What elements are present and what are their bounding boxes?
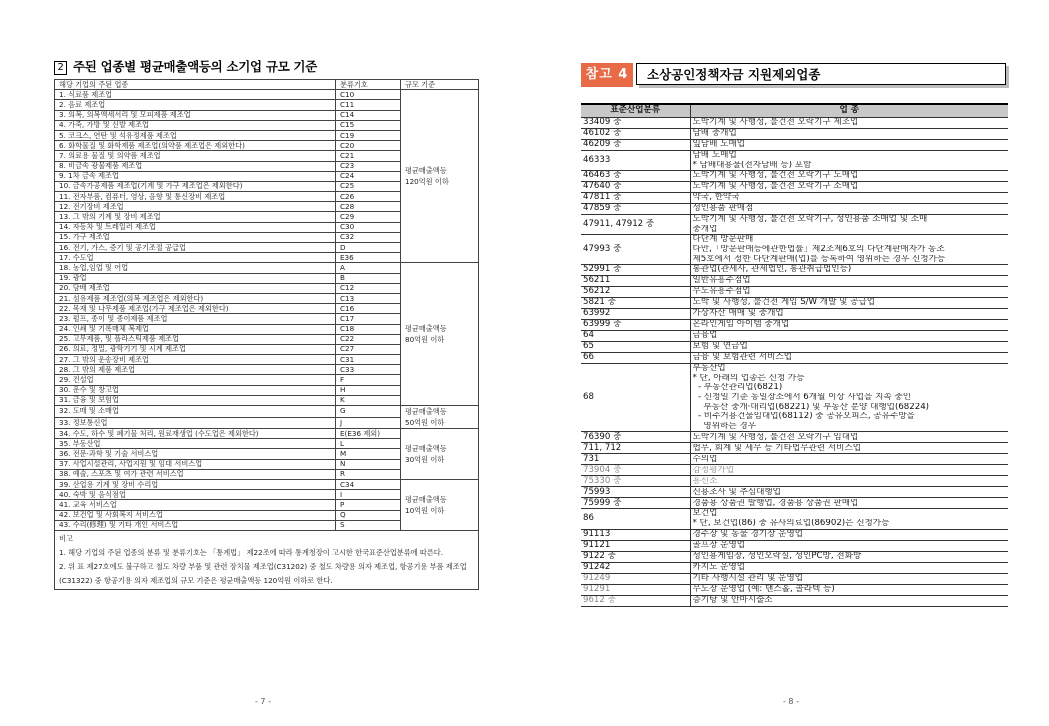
industry-code: 47993 중 [581,235,690,265]
description-line: * 단, 아래의 업종은 신청 가능 [692,373,805,383]
industry-code: 47911, 47912 중 [581,215,690,235]
industry-cell: 8. 비금속 광물제품 제조업 [55,161,336,171]
industry-description [690,140,1008,151]
industry-description [690,215,1008,235]
industry-description [690,476,1008,487]
description-line: 온라인게임 아이템 중개업 [692,320,790,330]
description-line: 성인용품 판매점 [692,204,754,214]
description-line: - 신청일 기준 동일장소에서 6개월 이상 사업을 지속 중인 [692,392,912,402]
industry-description [690,265,1008,276]
code-cell: C29 [336,212,401,222]
industry-code: 47811 중 [581,193,690,204]
size-standard-line: 평균매출액등 [405,166,447,176]
code-cell: C10 [336,90,401,100]
industry-code: 75330 중 [581,476,690,487]
description-line: 부동산 중개·대리업(68221) 및 부동산 분양 대행업(68224) [692,402,930,412]
industry-code: 5821 중 [581,298,690,309]
industry-code: 76390 중 [581,432,690,443]
description-line: 약국, 한약국 [692,193,740,203]
industry-cell: 25. 고무제품, 및 플라스틱제품 제조업 [55,334,336,344]
code-cell: J [336,417,401,429]
industry-cell: 20. 담배 제조업 [55,283,336,293]
industry-description [690,235,1008,265]
industry-description [690,584,1008,595]
industry-cell: 7. 의료용 물질 및 의약품 제조업 [55,151,336,161]
industry-description [690,342,1008,353]
table-row [581,487,1008,498]
description-line: 보험 및 연금업 [692,342,748,352]
industry-cell: 18. 농업,임업 및 어업 [55,263,336,273]
code-cell: C31 [336,355,401,365]
industry-cell: 41. 교육 서비스업 [55,500,336,510]
excluded-industries-table [581,103,1008,607]
reference-badge: 참고 4 [581,63,633,87]
code-cell: C23 [336,161,401,171]
industry-code: 68 [581,364,690,432]
description-line: * 단, 보건업(86) 중 유사의료업(86902)은 신청가능 [692,518,890,528]
note-item: 2. 위 표 제27호에도 불구하고 철도 차량 부품 및 관련 장치물 제조업(C31202) 중 철도 차량용 의자 제조업, 항공기용 부품 제조업(C31322) 중 항공기용 의자 제조업의 규모 기준은 평균매출액등 120억원 이하로 한다. [59,561,467,585]
table-row [581,151,1008,171]
table-row [55,429,479,439]
table-row [55,90,479,100]
industry-code: 52991 중 [581,265,690,276]
industry-cell: 6. 화학물질 및 화학제품 제조업(의약품 제조업은 제외한다) [55,141,336,151]
table-row [581,118,1008,129]
industry-code: 63992 [581,309,690,320]
table-row [581,573,1008,584]
table-row [581,276,1008,287]
description-line: 도박기계 및 사행성, 불건전 오락기구 임대업 [692,432,859,442]
industry-cell: 30. 운수 및 창고업 [55,385,336,395]
description-line: 통관업(관세사, 관세법인, 통관취급법인등) [692,265,852,275]
description-line: 잎담배 도매업 [692,140,746,150]
code-cell: P [336,500,401,510]
description-line: 담배 중개업 [692,129,737,139]
description-line: * 담배대용물(전자담배 등) 포함 [692,160,812,170]
table-row [581,182,1008,193]
industry-code: 91249 [581,573,690,584]
industry-description [690,193,1008,204]
industry-cell: 9. 1차 금속 제조업 [55,171,336,181]
code-cell: G [336,406,401,418]
description-line: 흥신소 [692,476,718,486]
description-line: 영위하는 경우 [692,421,756,431]
code-cell: C11 [336,100,401,110]
industry-code: 73904 중 [581,465,690,476]
code-cell: H [336,385,401,395]
industry-description [690,118,1008,129]
description-line: 부동산업 [692,364,726,374]
industry-description [690,364,1008,432]
industry-description [690,595,1008,606]
industry-cell: 42. 보건업 및 사회복지 서비스업 [55,510,336,520]
industry-code: 711, 712 [581,443,690,454]
size-standard-line: 120억원 이하 [405,177,449,187]
industry-cell: 38. 예술, 스포츠 및 여가 관련 서비스업 [55,469,336,479]
description-line: 무도유흥주점업 [692,287,751,297]
table-row [581,287,1008,298]
size-standard-line: 80억원 이하 [405,335,445,345]
description-line: 수의업 [692,454,718,464]
code-cell: A [336,263,401,273]
industry-cell: 40. 숙박 및 음식점업 [55,490,336,500]
notes-label: 비고 [59,533,73,543]
table-row [581,265,1008,276]
code-cell: C30 [336,222,401,232]
description-line: 카지노 운영업 [692,562,746,572]
table-row [581,498,1008,509]
industry-description [690,454,1008,465]
description-line: 제5호에서 정한 다단계판매(업)를 등록하여 영위하는 경우 신청가능 [692,254,946,264]
industry-description [690,353,1008,364]
industry-description [690,573,1008,584]
code-cell: C17 [336,314,401,324]
industry-description [690,204,1008,215]
industry-code: 86 [581,509,690,529]
column-header: 분류기호 [336,80,401,90]
code-cell: C19 [336,130,401,140]
industry-description [690,129,1008,140]
size-standard-cell [401,90,479,263]
table-row [581,140,1008,151]
code-cell: R [336,469,401,479]
description-line: 경품용 상품권 발행업, 경품용 상품권 판매업 [692,498,859,508]
table-row [581,320,1008,331]
page-number: - 8 - [783,697,799,706]
industry-code: 9612 중 [581,595,690,606]
code-cell: N [336,459,401,469]
size-standard-table [54,79,479,590]
code-cell: C32 [336,232,401,242]
description-line: 금융업 [692,331,718,341]
code-cell: C18 [336,324,401,334]
industry-cell: 35. 부동산업 [55,439,336,449]
code-cell: M [336,449,401,459]
description-line: 도박기계 및 사행성, 불건전 오락기구 도매업 [692,171,859,181]
industry-cell: 19. 광업 [55,273,336,283]
industry-code: 91242 [581,562,690,573]
table-header-row [55,80,479,90]
code-cell: C12 [336,283,401,293]
code-cell: C21 [336,151,401,161]
table-header-row [581,104,1008,118]
table-row [581,171,1008,182]
industry-code: 56211 [581,276,690,287]
code-cell: C33 [336,365,401,375]
code-cell: C28 [336,202,401,212]
code-cell: S [336,520,401,530]
table-row [55,263,479,273]
notes-cell [55,530,479,589]
industry-description [690,276,1008,287]
column-header: 규모 기준 [401,80,479,90]
reference-title: 소상공인정책자금 지원제외업종 [636,63,1006,85]
industry-code: 91121 [581,540,690,551]
industry-cell: 15. 가구 제조업 [55,232,336,242]
industry-description [690,151,1008,171]
industry-code: 63999 중 [581,320,690,331]
industry-code: 731 [581,454,690,465]
description-line: 도박기계 및 사행성, 불건전 오락기구, 성인용품 소매업 및 소매 [692,215,928,225]
description-line: 감정평가업 [692,465,735,475]
size-standard-line: 평균매출액등 [405,443,447,453]
industry-cell: 33. 정보통신업 [55,417,336,429]
table-row [581,432,1008,443]
industry-description [690,331,1008,342]
table-row [581,353,1008,364]
industry-description [690,509,1008,529]
industry-cell: 10. 금속가공제품 제조업(기계 및 가구 제조업은 제외한다) [55,181,336,191]
industry-description [690,320,1008,331]
note-item: 1. 해당 기업의 주된 업종의 분류 및 분류기호는 「통계법」 제22조에 따라 통계청장이 고시한 한국표준산업분류에 따른다. [59,547,444,557]
code-cell: C22 [336,334,401,344]
industry-description [690,551,1008,562]
industry-cell: 22. 목재 및 나무제품 제조업(가구 제조업은 제외한다) [55,304,336,314]
description-line: 신용조사 및 추심대행업 [692,487,781,497]
table-row [581,595,1008,606]
size-standard-line: 평균매출액등 [405,494,447,504]
industry-description [690,287,1008,298]
table-row [581,562,1008,573]
industry-cell: 29. 건설업 [55,375,336,385]
table-row [581,529,1008,540]
description-line: 담배 도매업 [692,151,737,160]
industry-cell: 32. 도매 및 소매업 [55,406,336,418]
industry-cell: 27. 그 밖의 운송장비 제조업 [55,355,336,365]
industry-cell: 23. 펄프, 종이 및 종이제품 제조업 [55,314,336,324]
industry-cell: 43. 수리(修理) 및 기타 개인 서비스업 [55,520,336,530]
industry-cell: 24. 인쇄 및 기록매체 복제업 [55,324,336,334]
industry-cell: 21. 섬유제품 제조업(의복 제조업은 제외한다) [55,293,336,303]
industry-cell: 12. 전기장비 제조업 [55,202,336,212]
description-line: - 비주거용건물임대업(68112) 중 공유오피스, 공유주방을 [692,412,915,422]
code-cell: C16 [336,304,401,314]
description-line: 가상자산 매매 및 중개업 [692,309,784,319]
table-row [581,215,1008,235]
size-standard-line: 50억원 이하 [405,418,445,427]
industry-code: 46102 중 [581,129,690,140]
industry-cell: 14. 자동차 및 트레일러 제조업 [55,222,336,232]
industry-cell: 5. 코크스, 연탄 및 석유정제품 제조업 [55,130,336,140]
description-line: 무도장 운영업 (예: 댄스홀, 콜라텍 등) [692,584,835,594]
industry-description [690,309,1008,320]
industry-cell: 4. 가죽, 가방 및 신발 제조업 [55,120,336,130]
description-line: 법무, 회계 및 세무 등 기타법무관련 서비스업 [692,443,862,453]
size-standard-line: 10억원 이하 [405,505,445,515]
code-cell: C14 [336,110,401,120]
table-row [581,342,1008,353]
code-cell: C27 [336,344,401,354]
code-cell: K [336,395,401,405]
table-row [581,309,1008,320]
code-cell: B [336,273,401,283]
industry-cell: 26. 의료, 정밀, 광학기기 및 시계 제조업 [55,344,336,354]
industry-code: 46333 [581,151,690,171]
industry-description [690,487,1008,498]
industry-code: 91113 [581,529,690,540]
industry-code: 91291 [581,584,690,595]
description-line: 일반유흥주점업 [692,276,751,286]
code-cell: E(E36 제외) [336,429,401,439]
table-row [581,509,1008,529]
table-row [581,476,1008,487]
column-header: 업 종 [690,104,1008,118]
industry-cell: 16. 전기, 가스, 증기 및 공기조절 공급업 [55,243,336,253]
size-standard-line: 평균매출액등 [405,407,447,416]
industry-cell: 37. 사업시설관리, 사업지원 및 임대 서비스업 [55,459,336,469]
section-number: 2 [54,61,67,75]
industry-description [690,562,1008,573]
industry-code: 47640 중 [581,182,690,193]
table-row [581,129,1008,140]
table-row [581,454,1008,465]
description-line: 기타 사행시설 관리 및 운영업 [692,573,804,583]
column-header: 해당 기업의 주된 업종 [55,80,336,90]
section-title-text: 주된 업종별 평균매출액등의 소기업 규모 기준 [73,59,317,74]
industry-code: 46463 중 [581,171,690,182]
table-row [581,204,1008,215]
description-line: 도박 및 사행성, 불건전 게임 S/W 개발 및 공급업 [692,298,876,308]
section-title [54,57,317,75]
industry-cell: 39. 산업용 기계 및 장비 수리업 [55,479,336,489]
table-row [55,479,479,489]
industry-code: 33409 중 [581,118,690,129]
table-row [581,193,1008,204]
table-row [581,551,1008,562]
code-cell: F [336,375,401,385]
industry-code: 75999 중 [581,498,690,509]
description-line: 성인용게임장, 성인오락실, 성인PC방, 전화방 [692,551,862,561]
industry-description [690,182,1008,193]
description-line: 도박기계 및 사행성, 불건전 오락기구 소매업 [692,182,859,192]
industry-code: 46209 중 [581,140,690,151]
description-line: 도박기계 및 사행성, 불건전 오락기구 제조업 [692,118,859,128]
code-cell: I [336,490,401,500]
industry-description [690,498,1008,509]
code-cell: L [336,439,401,449]
column-header: 표준산업분류 [581,104,690,118]
industry-description [690,432,1008,443]
code-cell: C15 [336,120,401,130]
description-line: 경주장 및 동물 경기장 운영업 [692,529,804,539]
table-row [581,235,1008,265]
industry-description [690,540,1008,551]
industry-code: 65 [581,342,690,353]
code-cell: C26 [336,192,401,202]
description-line: 금융 및 보험관련 서비스업 [692,353,793,363]
industry-cell: 36. 전문·과학 및 기술 서비스업 [55,449,336,459]
table-row [581,331,1008,342]
table-row [581,364,1008,432]
code-cell: C25 [336,181,401,191]
code-cell: Q [336,510,401,520]
industry-code: 64 [581,331,690,342]
industry-description [690,465,1008,476]
table-row [581,443,1008,454]
code-cell: C24 [336,171,401,181]
industry-description [690,171,1008,182]
description-line: 증기탕 및 안마시술소 [692,595,773,605]
table-row [55,406,479,418]
industry-cell: 34. 수도, 하수 및 폐기물 처리, 원료재생업 (수도업은 제외한다) [55,429,336,439]
table-row [581,584,1008,595]
industry-code: 66 [581,353,690,364]
code-cell: C13 [336,293,401,303]
industry-cell: 3. 의복, 의복액세서리 및 모피제품 제조업 [55,110,336,120]
industry-cell: 2. 음료 제조업 [55,100,336,110]
size-standard-cell [401,263,479,406]
code-cell: D [336,243,401,253]
page-number: - 7 - [255,697,271,706]
description-line: 중개업 [692,224,718,234]
description-line: 다단계 방문판매 [692,235,754,245]
industry-cell: 28. 그 밖의 제품 제조업 [55,365,336,375]
industry-cell: 1. 식료품 제조업 [55,90,336,100]
description-line: 골프장 운영업 [692,540,746,550]
table-row [581,298,1008,309]
size-standard-line: 평균매출액등 [405,324,447,334]
industry-cell: 11. 전자부품, 컴퓨터, 영상, 음향 및 통신장비 제조업 [55,192,336,202]
code-cell: C34 [336,479,401,489]
table-row [581,465,1008,476]
industry-description [690,298,1008,309]
industry-code: 47859 중 [581,204,690,215]
description-line: - 부동산관리업(6821) [692,383,783,393]
table-row [581,540,1008,551]
industry-code: 9122 중 [581,551,690,562]
industry-cell: 13. 그 밖의 기계 및 장비 제조업 [55,212,336,222]
size-standard-cell [401,479,479,530]
notes-row [55,530,479,589]
industry-description [690,443,1008,454]
industry-description [690,529,1008,540]
industry-cell: 31. 금융 및 보험업 [55,395,336,405]
size-standard-cell [401,429,479,480]
industry-code: 56212 [581,287,690,298]
code-cell: C20 [336,141,401,151]
description-line: 다만,「방문판매등에관한법률」제2조제6호의 다단계판매자가 동조 [692,244,945,254]
size-standard-cell [401,406,479,429]
code-cell: E36 [336,253,401,263]
industry-code: 75993 [581,487,690,498]
size-standard-line: 30억원 이하 [405,454,445,464]
industry-cell: 17. 수도업 [55,253,336,263]
description-line: 보건업 [692,509,718,519]
